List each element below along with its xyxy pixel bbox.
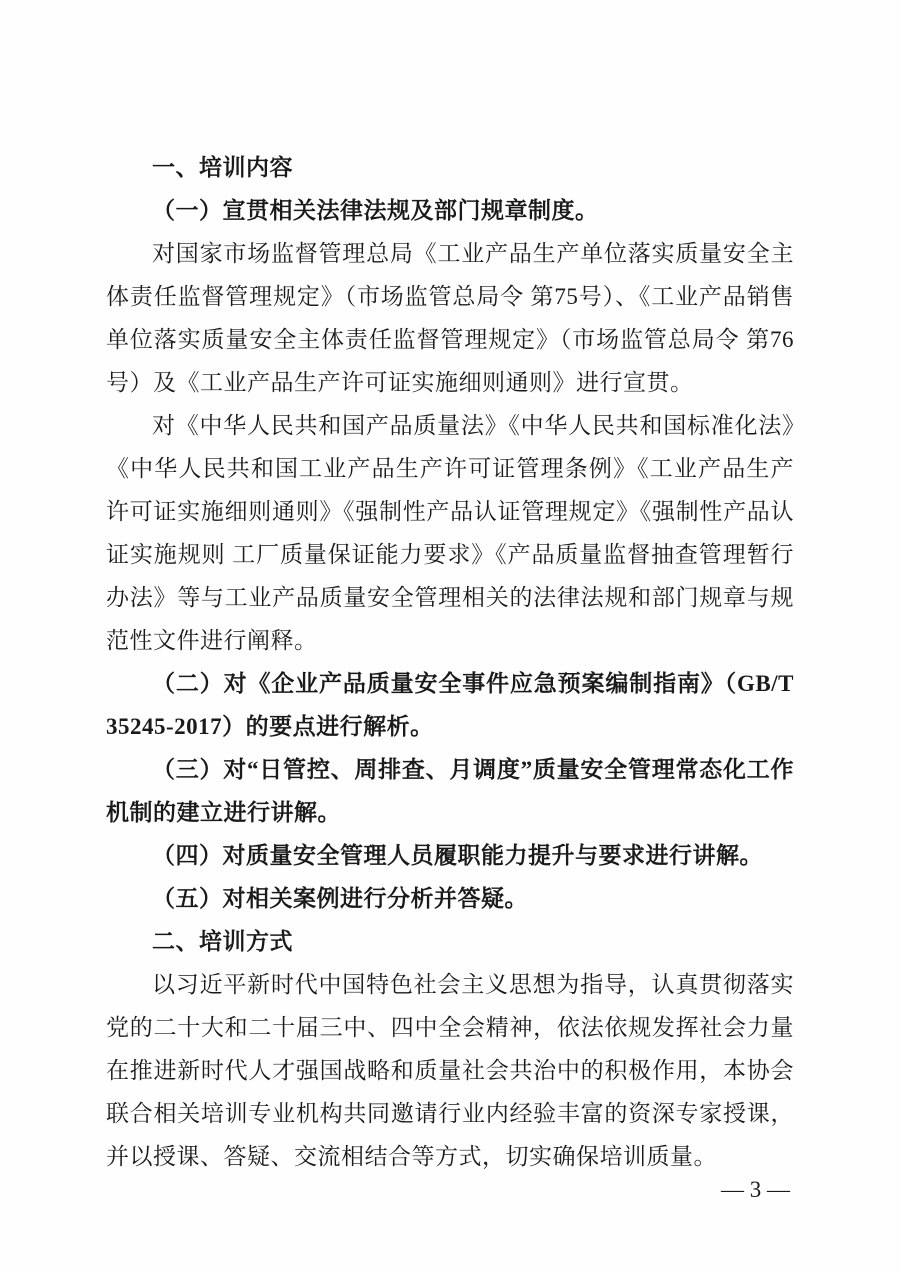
clause-heading: （二）对《企业产品质量安全事件应急预案编制指南》（GB/T 35245-2017）的要点进行解析。 bbox=[106, 671, 794, 739]
document-body bbox=[106, 146, 794, 1178]
body-paragraph: 以习近平新时代中国特色社会主义思想为指导，认真贯彻落实党的二十大和二十届三中、四中全会精神，依法依规发挥社会力量在推进新时代人才强国战略和质量社会共治中的积极作用，本协会联合相关培训专业机构共同邀请行业内经验丰富的资深专家授课，并以授课、答疑、交流相结合等方式，切实确保培训质量。 bbox=[106, 972, 794, 1169]
body-paragraph: 对《中华人民共和国产品质量法》《中华人民共和国标准化法》《中华人民共和国工业产品生产许可证管理条例》《工业产品生产许可证实施细则通则》《强制性产品认证管理规定》《强制性产品认证实施规则 工厂质量保证能力要求》《产品质量监督抽查管理暂行办法》等与工业产品质量安全管理相关的法律法规和部门规章与规范性文件进行阐释。 bbox=[106, 413, 794, 653]
section-heading: 一、培训内容 bbox=[152, 154, 293, 180]
clause-heading: （三）对“日管控、周排查、月调度”质量安全管理常态化工作机制的建立进行讲解。 bbox=[106, 757, 794, 825]
clause-heading: （四）对质量安全管理人员履职能力提升与要求进行讲解。 bbox=[152, 843, 763, 868]
body-paragraph: 对国家市场监督管理总局《工业产品生产单位落实质量安全主体责任监督管理规定》（市场监管总局令 第75号）、《工业产品销售单位落实质量安全主体责任监督管理规定》（市场监管总局令 第76号）及《工业产品生产许可证实施细则通则》进行宣贯。 bbox=[106, 241, 794, 395]
clause-heading: （一）宣贯相关法律法规及部门规章制度。 bbox=[152, 198, 599, 223]
page-number: — 3 — bbox=[721, 1177, 790, 1202]
section-heading: 二、培训方式 bbox=[152, 928, 293, 954]
clause-heading: （五）对相关案例进行分析并答疑。 bbox=[152, 886, 528, 911]
